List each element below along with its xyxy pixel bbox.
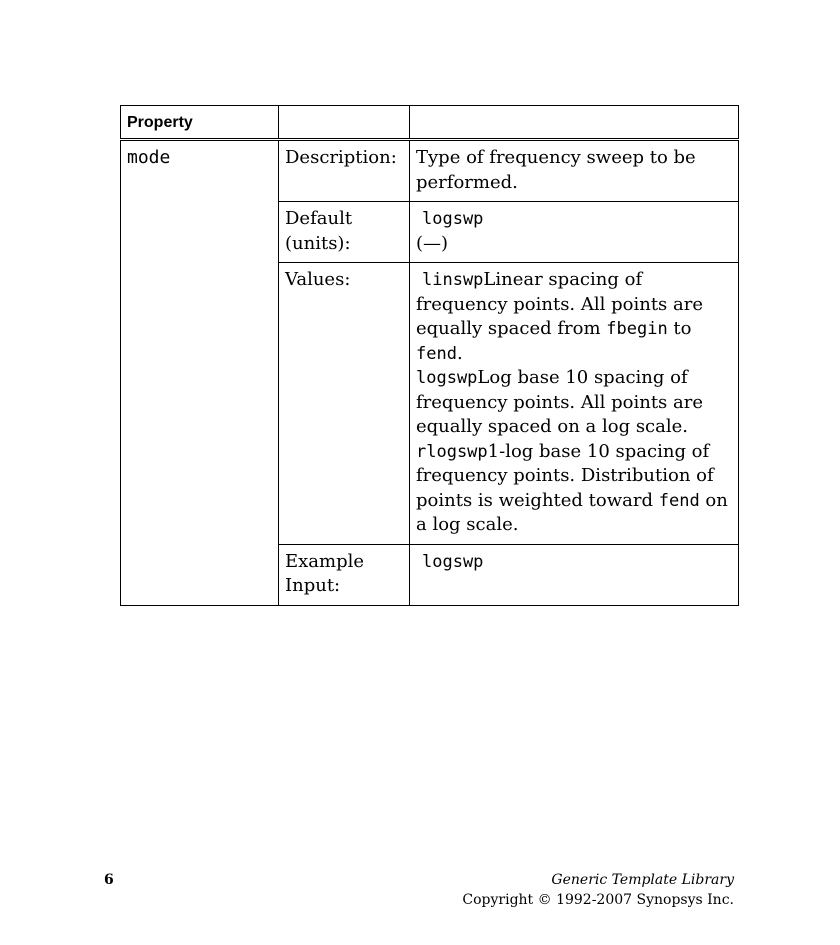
example-value-cell: [410, 544, 739, 605]
example-label: [279, 544, 410, 605]
example-label-line2: Input:: [285, 575, 341, 596]
value-code-inline: fbegin: [606, 319, 668, 339]
value-text: Linear spacing of frequency points. All points are equally spaced from: [416, 269, 703, 339]
value-item-rlogswp: [416, 440, 732, 538]
header-col2: [279, 106, 410, 140]
value-code-inline: fend: [658, 490, 700, 511]
copyright: Copyright © 1992-2007 Synopsys Inc.: [462, 892, 734, 908]
value-text: .: [456, 342, 463, 364]
page-number: 6: [104, 872, 114, 888]
value-code: linswp: [422, 270, 484, 290]
value-text: to: [667, 318, 692, 339]
table-header-row: [121, 106, 739, 140]
value-code: logswp: [416, 368, 478, 388]
default-label-line1: Default: [285, 208, 353, 229]
example-value: logswp: [422, 551, 484, 572]
book-title: Generic Template Library: [551, 872, 734, 888]
values-label: Values:: [279, 263, 410, 545]
header-property: Property: [121, 106, 279, 140]
default-value-cell: [410, 202, 739, 263]
property-name: mode: [121, 140, 279, 606]
value-item-logswp: [416, 366, 732, 440]
example-label-line1: Example: [285, 550, 365, 572]
value-text: on a log scale.: [416, 489, 728, 535]
value-text: 1-log base 10 spacing of frequency points. Distribution of points is weighted toward: [416, 440, 714, 511]
header-col3: [410, 106, 739, 140]
default-value: logswp: [422, 209, 484, 229]
default-label-line2: (units):: [285, 232, 351, 254]
description-label: Description:: [279, 140, 410, 202]
value-code: rlogswp: [416, 441, 488, 462]
property-table: [120, 105, 739, 606]
value-text: Log base 10 spacing of frequency points. All points are equally spaced on a log scale.: [416, 367, 703, 437]
value-code-inline: fend: [416, 343, 457, 364]
table-row-description: [121, 140, 739, 202]
values-cell: [410, 263, 739, 545]
value-item-linswp: [416, 268, 732, 366]
default-units: (—): [416, 232, 449, 254]
default-label: [279, 202, 410, 263]
description-text: Type of frequency sweep to be performed.: [410, 140, 739, 202]
